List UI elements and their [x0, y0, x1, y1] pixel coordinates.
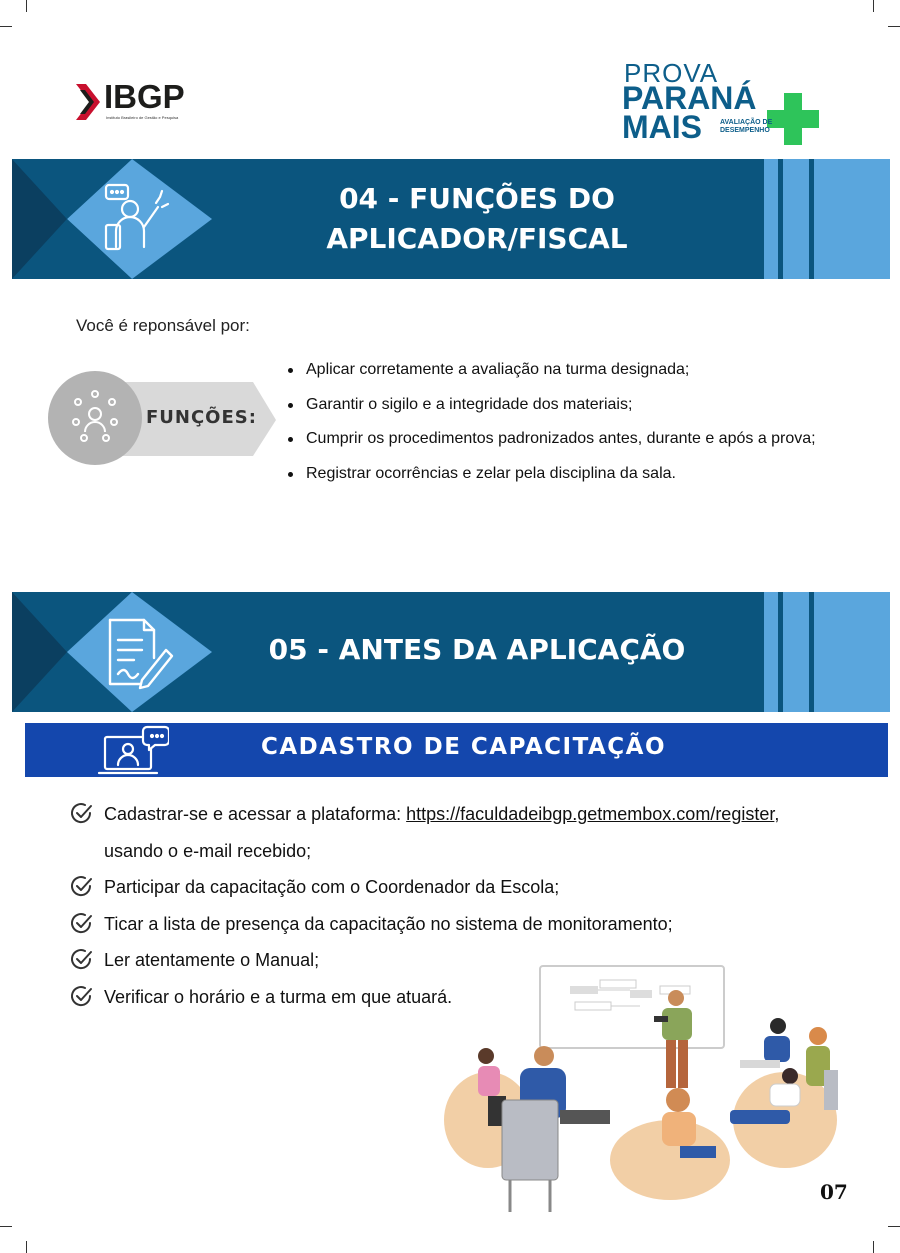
presenter-icon [100, 181, 180, 257]
page-number: 07 [820, 1180, 848, 1204]
section-04-title [252, 179, 702, 259]
ppm-tagline: AVALIAÇÃO DE DESEMPENHO [720, 119, 773, 134]
list-item [286, 427, 816, 462]
crop-mark [873, 0, 874, 12]
list-item [286, 393, 816, 428]
document-edit-icon [100, 614, 180, 690]
capacitacao-banner [25, 723, 888, 777]
ppm-line3: MAIS [622, 109, 702, 145]
list-item [70, 906, 850, 943]
ppm-line2: PARANÁ [622, 80, 757, 116]
check-circle-icon [70, 802, 94, 826]
list-item-text: , [774, 804, 780, 824]
funcoes-label: FUNÇÕES: [146, 407, 257, 428]
crop-mark [888, 26, 900, 27]
check-circle-icon [70, 875, 94, 899]
ibgp-logo [76, 78, 216, 122]
crop-mark [888, 1226, 900, 1227]
capacitacao-title: CADASTRO DE CAPACITAÇÃO [261, 734, 667, 760]
crop-mark [26, 0, 27, 12]
section-05-title: 05 - ANTES DA APLICAÇÃO [268, 633, 686, 666]
section-05-banner [12, 592, 890, 712]
ibgp-wordmark: IBGP [104, 78, 185, 115]
list-item-text: Aplicar corretamente a avaliação na turma designada; [306, 361, 690, 378]
ppm-line1: PROVA [624, 58, 719, 88]
check-circle-icon [70, 948, 94, 972]
section-04-banner [12, 159, 890, 279]
list-item [70, 796, 850, 833]
list-item-text: Registrar ocorrências e zelar pela disciplina da sala. [306, 464, 676, 482]
crop-mark [0, 1226, 12, 1227]
list-item-text: Ticar a lista de presença da capacitação no sistema de monitoramento; [104, 913, 673, 934]
list-item [286, 462, 816, 497]
ibgp-subtitle: Instituto Brasileiro de Gestão e Pesquisa [106, 115, 179, 120]
list-item-text: Ler atentamente o Manual; [104, 950, 320, 970]
section-04-title-line2: APLICADOR/FISCAL [326, 222, 628, 255]
check-circle-icon [70, 912, 94, 936]
list-item-text: Cadastrar-se e acessar a plataforma: [104, 804, 407, 824]
section-04-lead: Você é reponsável por: [76, 316, 250, 335]
register-link[interactable]: https://faculdadeibgp.getmembox.com/register [406, 804, 775, 824]
ibgp-chevron-icon [76, 84, 102, 120]
list-item-continuation: usando o e-mail recebido; [104, 840, 312, 861]
video-training-icon [97, 725, 169, 775]
list-item-text: Verificar o horário e a turma em que atuará. [104, 986, 453, 1007]
list-item-text: Participar da capacitação com o Coordenador da Escola; [104, 877, 560, 897]
funcoes-list [286, 358, 816, 496]
list-item-text: Cumprir os procedimentos padronizados antes, durante e após a prova; [306, 430, 816, 447]
training-meeting-illustration [440, 960, 850, 1220]
list-item [70, 869, 850, 906]
section-04-title-line1: 04 - FUNÇÕES DO [339, 182, 615, 215]
check-circle-icon [70, 985, 94, 1009]
crop-mark [26, 1241, 27, 1253]
crop-mark [0, 26, 12, 27]
list-item-text: Garantir o sigilo e a integridade dos materiais; [306, 395, 633, 413]
prova-parana-mais-logo [622, 58, 822, 148]
list-item [286, 358, 816, 393]
crop-mark [873, 1241, 874, 1253]
